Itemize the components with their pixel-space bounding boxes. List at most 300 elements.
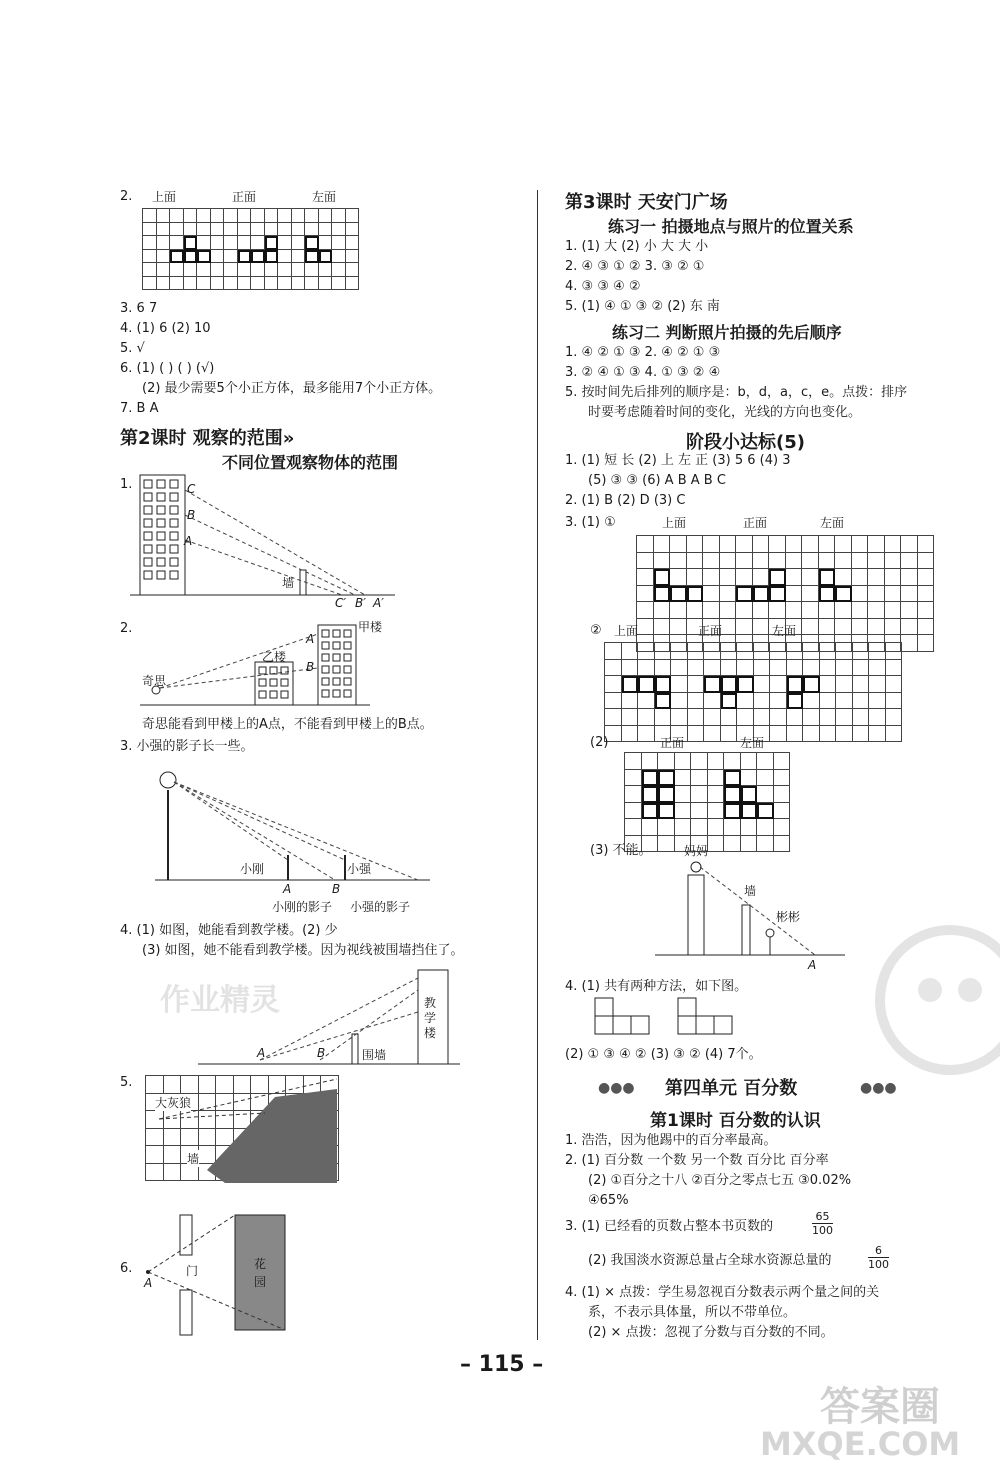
window — [333, 666, 340, 673]
unit-dots-left: ●●● — [598, 1080, 635, 1096]
grid-cell — [332, 263, 346, 277]
q6-answer-1: 6. (1) ( ) ( ) (√) — [120, 361, 215, 376]
u4-answer-2: 系，不表示具体量，所以不带单位。 — [588, 1305, 797, 1320]
fraction-denominator: 100 — [868, 1258, 889, 1271]
grid-cell — [724, 753, 741, 770]
grid-cell — [670, 536, 687, 553]
grid-cell — [638, 693, 655, 710]
grid-cell — [703, 586, 720, 603]
fraction-6-100 — [868, 1244, 889, 1271]
grid-cell — [642, 753, 659, 770]
grid-cell — [703, 569, 720, 586]
window — [270, 691, 277, 698]
grid-cell — [819, 602, 836, 619]
mascot-watermark-icon — [850, 920, 1000, 1140]
stage-title: 阶段小达标(5) — [686, 432, 805, 453]
fraction-65-100 — [812, 1210, 833, 1237]
r-view-left-1: 左面 — [820, 516, 845, 530]
window — [281, 679, 288, 686]
grid-cell — [654, 553, 671, 570]
grid-cell — [802, 602, 819, 619]
grid-cell — [704, 643, 721, 660]
grid-cell — [637, 619, 654, 636]
fraction-numerator: 6 — [868, 1244, 889, 1258]
grid-cell — [787, 643, 804, 660]
grid-cell — [238, 263, 252, 277]
wall-label: 墙 — [282, 576, 295, 590]
point-b: B — [187, 508, 196, 522]
grid-cell — [736, 536, 753, 553]
window — [333, 690, 340, 697]
grid-cell — [251, 209, 265, 223]
grid-cell — [655, 693, 672, 710]
grid-cell — [803, 643, 820, 660]
grid-cell — [642, 803, 659, 820]
s5-answer-2: 时要考虑随着时间的变化，光线的方向也变化。 — [588, 405, 862, 420]
grid-cell — [704, 676, 721, 693]
grid-cell — [770, 676, 787, 693]
grid-cell — [157, 209, 171, 223]
qisi-label: 奇思 — [142, 674, 167, 688]
r-view-top-2: 上面 — [614, 624, 639, 638]
window — [281, 691, 288, 698]
grid-cell — [346, 209, 360, 223]
grid-cell — [704, 693, 721, 710]
q6b-label: 6. — [120, 1261, 133, 1276]
grid-cell — [786, 602, 803, 619]
grid-cell — [853, 693, 870, 710]
grid-cell — [724, 786, 741, 803]
grid-cell — [869, 676, 886, 693]
grid-cell — [757, 836, 774, 853]
grid-cell — [637, 569, 654, 586]
grid-cell — [143, 209, 157, 223]
grid-cell — [708, 786, 725, 803]
grid-cell — [774, 753, 791, 770]
grid-cell — [691, 819, 708, 836]
building-yi-label: 乙楼 — [262, 650, 287, 664]
r-view-front-3: 正面 — [660, 736, 685, 750]
grid-cell — [704, 709, 721, 726]
grid-cell — [820, 660, 837, 677]
u2-answer-1: 2. (1) 百分数 一个数 另一个数 百分比 百分率 — [565, 1153, 829, 1168]
grid-cell — [852, 536, 869, 553]
grid-cell — [802, 586, 819, 603]
grid-cell — [868, 586, 885, 603]
grid-cell — [197, 209, 211, 223]
grid-cell — [671, 693, 688, 710]
grid-cell — [305, 223, 319, 237]
grid-cell — [654, 602, 671, 619]
u4-answer-1: 4. (1) × 点拨：学生易忽视百分数表示两个量之间的关 — [565, 1285, 880, 1300]
grid-cell — [836, 709, 853, 726]
point-c-prime: C′ — [335, 596, 347, 610]
grid-cell — [819, 619, 836, 636]
window — [322, 654, 329, 661]
grid-cell — [901, 586, 918, 603]
grid-cell — [820, 726, 837, 743]
grid-cell — [687, 536, 704, 553]
grid-cell — [688, 676, 705, 693]
window — [259, 667, 266, 674]
grid-cell — [305, 263, 319, 277]
grid-cell — [754, 693, 771, 710]
grid-cell — [868, 569, 885, 586]
grid-cell — [642, 770, 659, 787]
q2b-label: 2. — [120, 621, 133, 636]
grid-cell — [770, 660, 787, 677]
grid-cell — [278, 277, 292, 291]
grid-cell — [655, 676, 672, 693]
lesson3-title: 第3课时 天安门广场 — [565, 192, 728, 213]
point-a-4: A — [257, 1046, 266, 1060]
grid-cell — [251, 277, 265, 291]
grid-cell — [852, 619, 869, 636]
grid-cell — [638, 676, 655, 693]
grid-cell — [886, 660, 903, 677]
grid-cell — [835, 586, 852, 603]
q7-answer: 7. B A — [120, 401, 159, 416]
grid-cell — [757, 753, 774, 770]
grid-cell — [688, 660, 705, 677]
grid-cell — [786, 586, 803, 603]
watermark-mxqe: MXQE.COM — [760, 1425, 961, 1463]
grid-cell — [853, 726, 870, 743]
grid-cell — [625, 770, 642, 787]
grid-cell — [637, 586, 654, 603]
grid-cell — [687, 553, 704, 570]
grid-cell — [757, 803, 774, 820]
grid-cell — [170, 223, 184, 237]
grid-cell — [143, 223, 157, 237]
window — [259, 691, 266, 698]
window — [344, 678, 351, 685]
grid-cell — [721, 643, 738, 660]
grid-cell — [774, 819, 791, 836]
grid-cell — [769, 553, 786, 570]
grid-cell — [251, 223, 265, 237]
grid-cell — [265, 263, 279, 277]
grid-cell — [886, 676, 903, 693]
grid-cell — [774, 786, 791, 803]
window — [157, 532, 165, 540]
grid-cell — [251, 250, 265, 264]
grid-cell — [753, 586, 770, 603]
grid-cell — [901, 553, 918, 570]
grid-cell — [769, 536, 786, 553]
grid-cell — [292, 223, 306, 237]
view-label-top: 上面 — [152, 190, 177, 204]
q3-answer: 3. 6 7 — [120, 301, 158, 316]
t1-answer-2: (5) ③ ③ (6) A B A B C — [588, 473, 726, 488]
grid-cell — [170, 263, 184, 277]
grid-cell — [605, 643, 622, 660]
grid-cell — [869, 643, 886, 660]
grid-cell — [670, 553, 687, 570]
q5-answer: 5. √ — [120, 341, 145, 356]
window — [344, 666, 351, 673]
grid-cell — [184, 223, 198, 237]
grid-cell — [769, 602, 786, 619]
window — [170, 571, 178, 579]
point-a-3: A — [283, 882, 292, 896]
r-view-left-3: 左面 — [740, 736, 765, 750]
grid-cell — [654, 536, 671, 553]
grid-cell — [278, 209, 292, 223]
q4b-answer-1: 4. (1) 如图，她能看到教学楼。(2) 少 — [120, 923, 338, 938]
window — [333, 642, 340, 649]
grid-cell — [703, 536, 720, 553]
grid-cell — [720, 569, 737, 586]
fraction-numerator: 65 — [812, 1210, 833, 1224]
grid-cell — [918, 602, 935, 619]
grid-cell — [770, 726, 787, 743]
s5-answer-1: 5. 按时间先后排列的顺序是：b，d，a，c，e。点拨：排序 — [565, 385, 908, 400]
u4-answer-3: (2) × 点拨：忽视了分数与百分数的不同。 — [588, 1325, 834, 1340]
window — [170, 506, 178, 514]
grid-cell — [753, 619, 770, 636]
grid-cell — [265, 209, 279, 223]
grid-cell — [638, 726, 655, 743]
grid-cell — [655, 643, 672, 660]
grid-cell — [605, 693, 622, 710]
grid-cell — [642, 819, 659, 836]
r1-answer: 1. (1) 大 (2) 小 大 大 小 — [565, 239, 709, 254]
grid-cell — [753, 569, 770, 586]
grid-cell — [820, 676, 837, 693]
grid-cell — [886, 693, 903, 710]
grid-cell — [170, 277, 184, 291]
grid-cell — [346, 236, 360, 250]
t4-answer: 4. (1) 共有两种方法，如下图。 — [565, 979, 748, 994]
wall-label-r: 墙 — [744, 884, 757, 898]
grid-cell — [622, 643, 639, 660]
grid-cell — [238, 209, 252, 223]
grid-cell — [787, 726, 804, 743]
grid-cell — [157, 250, 171, 264]
grid-cell — [197, 263, 211, 277]
grid-cell — [868, 553, 885, 570]
window — [170, 480, 178, 488]
r-view-top-1: 上面 — [662, 516, 687, 530]
grid-cell — [170, 250, 184, 264]
unit-dots-right: ●●● — [860, 1080, 897, 1096]
grid-cell — [787, 693, 804, 710]
grid-cell — [654, 586, 671, 603]
grid-cell — [238, 250, 252, 264]
grid-cell — [886, 709, 903, 726]
grid-cell — [704, 660, 721, 677]
grid-cell — [836, 676, 853, 693]
grid-cell — [184, 263, 198, 277]
grid-cell — [753, 602, 770, 619]
grid-cell — [305, 277, 319, 291]
streetlight-diagram — [140, 760, 440, 890]
grid-cell — [770, 643, 787, 660]
q5b-label: 5. — [120, 1075, 133, 1090]
grid-cell — [332, 209, 346, 223]
grid-cell — [724, 770, 741, 787]
cube-arrangement-icon — [590, 996, 750, 1041]
point-b-4: B — [317, 1046, 326, 1060]
grid-cell — [305, 250, 319, 264]
t3-2-label: ② — [590, 623, 602, 638]
t4b-answer: (2) ① ③ ④ ② (3) ③ ② (4) 7个。 — [565, 1047, 762, 1062]
grid-cell — [901, 536, 918, 553]
window — [333, 678, 340, 685]
grid-cell — [224, 277, 238, 291]
grid-cell — [605, 676, 622, 693]
grid-cell — [305, 236, 319, 250]
grid-cell — [278, 263, 292, 277]
grid-cell — [836, 693, 853, 710]
grid-cell — [211, 250, 225, 264]
building-sight-diagram — [130, 470, 400, 610]
grid-cell — [625, 819, 642, 836]
grid-cell — [770, 709, 787, 726]
grid-cell — [688, 726, 705, 743]
grid-cell — [143, 250, 157, 264]
grid-cell — [319, 236, 333, 250]
grid-cell — [741, 786, 758, 803]
point-a-prime: A′ — [373, 596, 384, 610]
window — [157, 558, 165, 566]
grid-cell — [868, 619, 885, 636]
grid-cell — [721, 693, 738, 710]
window — [322, 690, 329, 697]
grid-cell — [658, 753, 675, 770]
grid-cell — [802, 619, 819, 636]
grid-cell — [741, 753, 758, 770]
grid-cell — [720, 586, 737, 603]
grid-cell — [670, 586, 687, 603]
grid-cell — [757, 786, 774, 803]
grid-cell — [769, 586, 786, 603]
grid-cell — [251, 236, 265, 250]
grid-cell — [901, 569, 918, 586]
window — [157, 506, 165, 514]
grid-cell — [720, 536, 737, 553]
window — [170, 493, 178, 501]
grid-cell — [143, 236, 157, 250]
grid-cell — [637, 536, 654, 553]
grid-cell — [737, 709, 754, 726]
point-a-2: A — [306, 632, 315, 646]
window — [157, 480, 165, 488]
grid-cell — [184, 277, 198, 291]
grid-cell — [670, 619, 687, 636]
garden-diagram — [140, 1210, 300, 1340]
grid-cell — [852, 553, 869, 570]
grid-cell — [658, 770, 675, 787]
u2-answer-2: (2) ①百分之十八 ②百分之零点七五 ③0.02% — [588, 1173, 852, 1188]
grid-cell — [265, 250, 279, 264]
window — [322, 642, 329, 649]
grid-cell — [671, 660, 688, 677]
grid-cell — [292, 250, 306, 264]
grid-cell — [885, 553, 902, 570]
grid-cell — [708, 836, 725, 853]
q1-label: 1. — [120, 477, 133, 492]
grid-cell — [802, 536, 819, 553]
grid-cell — [885, 569, 902, 586]
binbin-label: 彬彬 — [776, 910, 801, 924]
fence-label: 围墙 — [362, 1048, 387, 1062]
grid-cell — [292, 209, 306, 223]
grid-cell — [658, 836, 675, 853]
grid-cell — [319, 263, 333, 277]
grid-cell — [869, 660, 886, 677]
grid-cell — [671, 643, 688, 660]
grid-cell — [836, 660, 853, 677]
grid-cell — [918, 635, 935, 652]
grid-cell — [688, 643, 705, 660]
grid-cell — [265, 223, 279, 237]
grid-cell — [885, 586, 902, 603]
point-a-r: A — [808, 958, 817, 972]
q3b-answer: 3. 小强的影子长一些。 — [120, 739, 254, 754]
grid-cell — [721, 676, 738, 693]
xiaogang-shadow-label: 小刚的影子 — [272, 900, 333, 914]
s1-answer: 1. ④ ② ① ③ 2. ④ ② ① ③ — [565, 345, 721, 360]
grid-cell — [737, 676, 754, 693]
grid-cell — [721, 660, 738, 677]
grid-cell — [211, 263, 225, 277]
grid-cell — [691, 786, 708, 803]
grid-cell — [143, 277, 157, 291]
grid-cell — [836, 726, 853, 743]
grid-cell — [803, 693, 820, 710]
grid-cell — [197, 250, 211, 264]
grid-cell — [292, 263, 306, 277]
grid-cell — [332, 250, 346, 264]
view-grid-4 — [624, 752, 790, 852]
point-b-2: B — [306, 660, 315, 674]
grid-cell — [868, 536, 885, 553]
grid-cell — [332, 277, 346, 291]
grid-cell — [238, 223, 252, 237]
grid-cell — [886, 643, 903, 660]
grid-cell — [184, 250, 198, 264]
grid-cell — [770, 693, 787, 710]
grid-cell — [754, 709, 771, 726]
grid-cell — [170, 209, 184, 223]
grid-cell — [736, 569, 753, 586]
grid-cell — [885, 619, 902, 636]
grid-cell — [708, 819, 725, 836]
q4b-answer-2: (3) 如图，她不能看到教学楼。因为视线被围墙挡住了。 — [142, 943, 464, 958]
grid-cell — [724, 803, 741, 820]
grid-cell — [901, 619, 918, 636]
grid-cell — [675, 803, 692, 820]
grid-cell — [901, 602, 918, 619]
grid-cell — [803, 726, 820, 743]
grid-cell — [724, 819, 741, 836]
grid-cell — [852, 586, 869, 603]
grid-cell — [292, 277, 306, 291]
grid-cell — [675, 770, 692, 787]
grid-cell — [741, 836, 758, 853]
grid-cell — [211, 209, 225, 223]
window — [333, 654, 340, 661]
grid-cell — [835, 553, 852, 570]
window — [157, 545, 165, 553]
grid-cell — [853, 709, 870, 726]
mother-wall-diagram — [650, 855, 850, 965]
grid-cell — [638, 643, 655, 660]
two-buildings-diagram — [140, 620, 383, 710]
window — [144, 493, 152, 501]
